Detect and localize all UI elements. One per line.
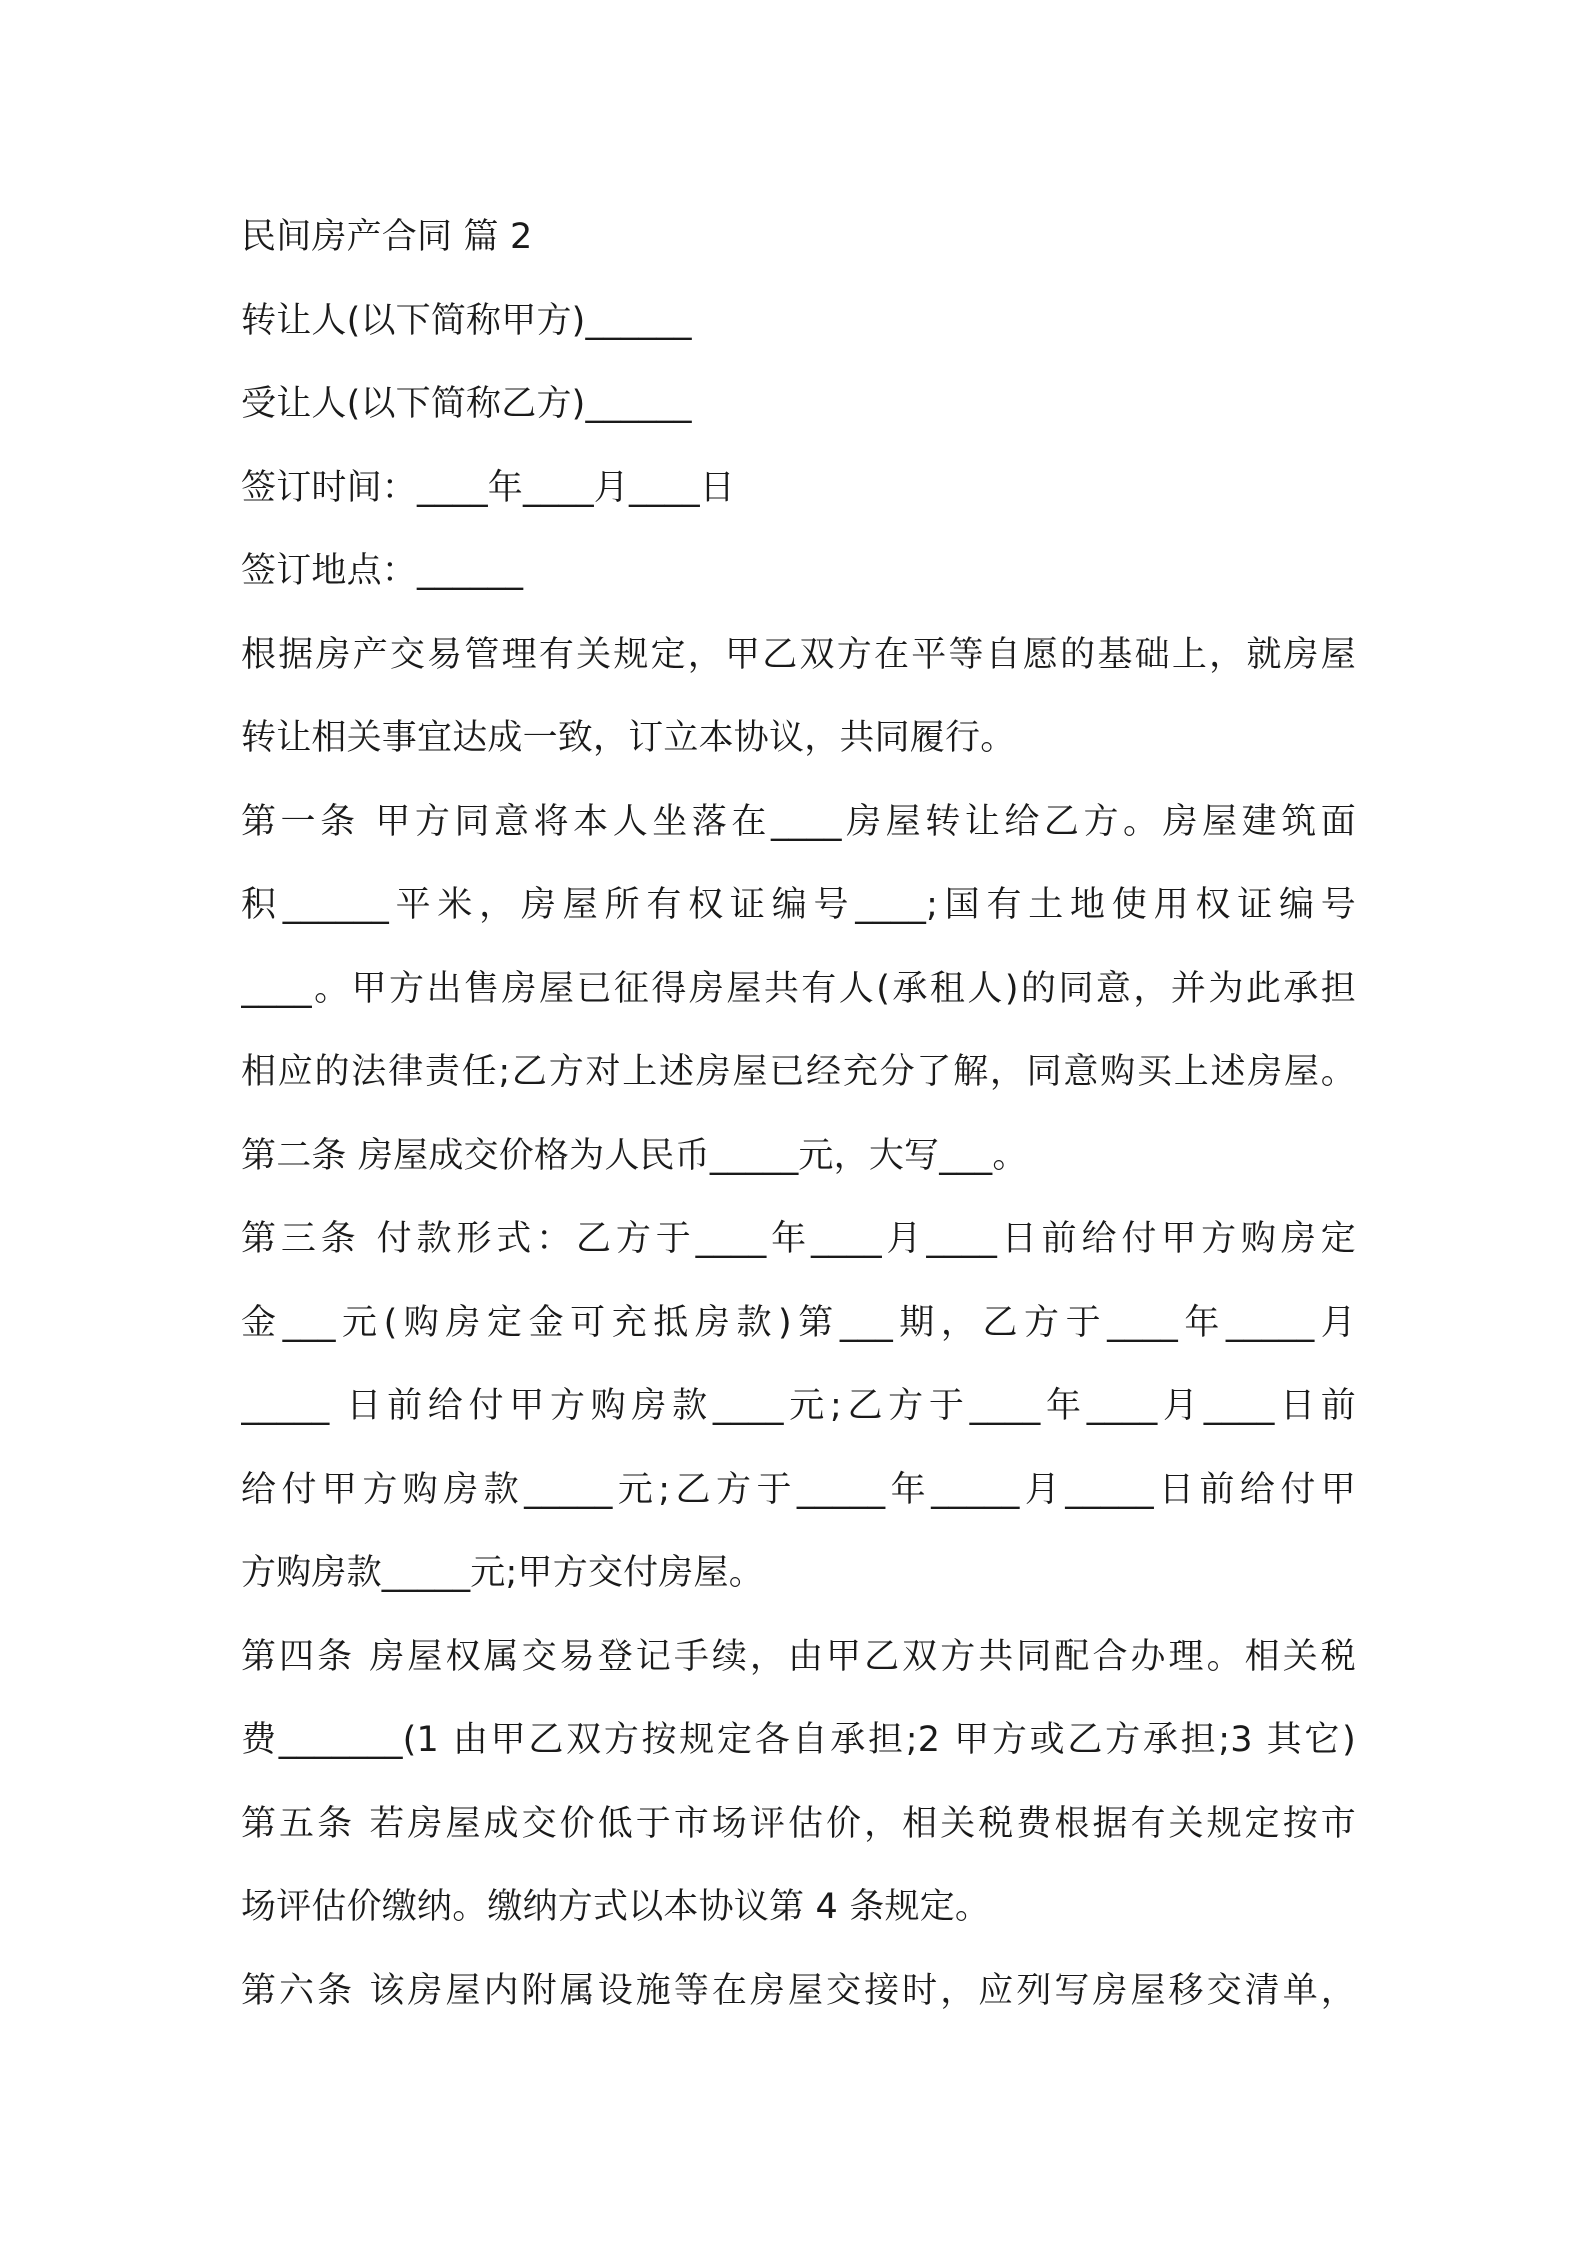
transferor-line: 转让人(以下简称甲方)______ — [241, 300, 692, 341]
article-2-line-1: 第二条 房屋成交价格为人民币_____元，大写___。 — [241, 1135, 1028, 1176]
article-1-line-4: 相应的法律责任;乙方对上述房屋已经充分了解，同意购买上述房屋。 — [241, 1052, 1356, 1092]
article-4-line-1: 第四条 房屋权属交易登记手续，由甲乙双方共同配合办理。相关税 — [241, 1636, 1356, 1677]
article-1-line-1: 第一条 甲方同意将本人坐落在____房屋转让给乙方。房屋建筑面 — [241, 801, 1356, 842]
signing-date-line: 签订时间：____年____月____日 — [241, 467, 736, 508]
article-6-line-1: 第六条 该房屋内附属设施等在房屋交接时，应列写房屋移交清单， — [241, 1970, 1356, 2011]
article-5-line-2: 场评估价缴纳。缴纳方式以本协议第 4 条规定。 — [241, 1887, 991, 1927]
contract-title: 民间房产合同 篇 2 — [241, 217, 533, 257]
article-3-line-1: 第三条 付款形式：乙方于____年____月____日前给付甲方购房定 — [241, 1219, 1356, 1259]
article-1-line-2: 积______平米，房屋所有权证编号____;国有土地使用权证编号 — [241, 885, 1356, 925]
article-4-line-2: 费_______(1 由甲乙双方按规定各自承担;2 甲方或乙方承担;3 其它) — [241, 1720, 1356, 1760]
article-1-line-3: ____。甲方出售房屋已征得房屋共有人(承租人)的同意，并为此承担 — [241, 968, 1356, 1009]
article-3-line-5: 方购房款_____元;甲方交付房屋。 — [241, 1553, 764, 1593]
preamble-line-2: 转让相关事宜达成一致，订立本协议，共同履行。 — [241, 718, 1016, 758]
contract-body — [241, 196, 1356, 2033]
signing-place-line: 签订地点：______ — [241, 551, 524, 591]
transferee-line: 受让人(以下简称乙方)______ — [241, 384, 692, 424]
article-3-line-3: _____ 日前给付甲方购房款____元;乙方于____年____月____日前 — [241, 1386, 1356, 1426]
article-3-line-4: 给付甲方购房款_____元;乙方于_____年_____月_____日前给付甲 — [241, 1469, 1356, 1510]
preamble-line-1: 根据房产交易管理有关规定，甲乙双方在平等自愿的基础上，就房屋 — [241, 634, 1356, 675]
article-3-line-2: 金___元(购房定金可充抵房款)第___期，乙方于____年_____月 — [241, 1302, 1356, 1343]
article-5-line-1: 第五条 若房屋成交价低于市场评估价，相关税费根据有关规定按市 — [241, 1803, 1356, 1844]
